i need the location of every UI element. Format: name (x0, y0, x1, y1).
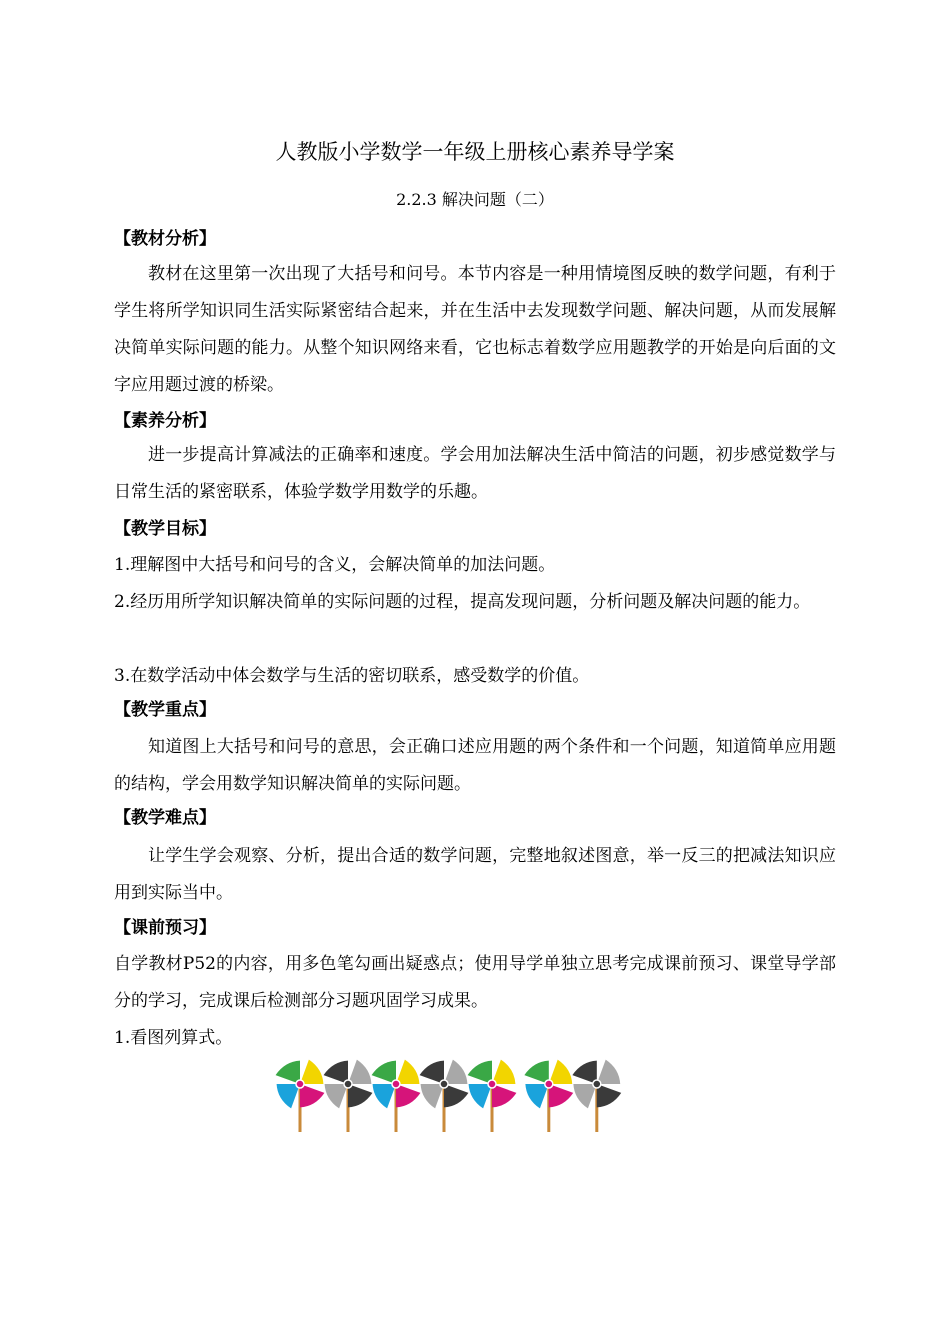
heading-key-points: 【教学重点】 (114, 700, 216, 720)
paragraph-literacy-analysis: 进一步提高计算减法的正确率和速度。学会用加法解决生活中简洁的问题，初步感觉数学与日常生活的紧密联系，体验学数学用数学的乐趣。 (114, 445, 836, 502)
heading-textbook-analysis: 【教材分析】 (114, 229, 216, 249)
paragraph-preview: 自学教材P52的内容，用多色笔勾画出疑惑点；使用导学单独立思考完成课前预习、课堂导学部分的学习，完成课后检测部分习题巩固学习成果。 (114, 954, 836, 1011)
pinwheel-icon (519, 1054, 578, 1132)
goal-item-2: 2.经历用所学知识解决简单的实际问题的过程，提高发现问题，分析问题及解决问题的能力。 (114, 592, 811, 612)
page-title: 人教版小学数学一年级上册核心素养导学案 (275, 140, 675, 164)
exercise-prompt: 1.看图列算式。 (114, 1028, 233, 1048)
pinwheel-icon (462, 1054, 521, 1132)
heading-literacy-analysis: 【素养分析】 (114, 411, 216, 431)
paragraph-key-points: 知道图上大括号和问号的意思，会正确口述应用题的两个条件和一个问题，知道简单应用题的结构，学会用数学知识解决简单的实际问题。 (114, 737, 836, 794)
pinwheel-figure (266, 1054, 686, 1138)
goal-item-1: 1.理解图中大括号和问号的含义，会解决简单的加法问题。 (114, 555, 556, 575)
pinwheel-icon (567, 1054, 626, 1132)
heading-difficulties: 【教学难点】 (114, 808, 216, 828)
pinwheel-icon (366, 1054, 425, 1132)
goal-item-3: 3.在数学活动中体会数学与生活的密切联系，感受数学的价值。 (114, 666, 590, 686)
pinwheel-icon (318, 1054, 377, 1132)
paragraph-difficulties: 让学生学会观察、分析，提出合适的数学问题，完整地叙述图意，举一反三的把减法知识应用到实际当中。 (114, 846, 836, 903)
pinwheel-icon (270, 1054, 329, 1132)
lesson-subtitle: 2.2.3 解决问题（二） (396, 190, 554, 209)
heading-teaching-goals: 【教学目标】 (114, 519, 216, 539)
pinwheel-illustration (266, 1054, 686, 1138)
paragraph-textbook-analysis: 教材在这里第一次出现了大括号和问号。本节内容是一种用情境图反映的数学问题，有利于学生将所学知识同生活实际紧密结合起来，并在生活中去发现数学问题、解决问题，从而发展解决简单实际问题的能力。从整个知识网络来看，它也标志着数学应用题教学的开始是向后面的文字应用题过渡的桥梁。 (114, 264, 836, 395)
heading-preview: 【课前预习】 (114, 918, 216, 938)
pinwheel-icon (414, 1054, 473, 1132)
